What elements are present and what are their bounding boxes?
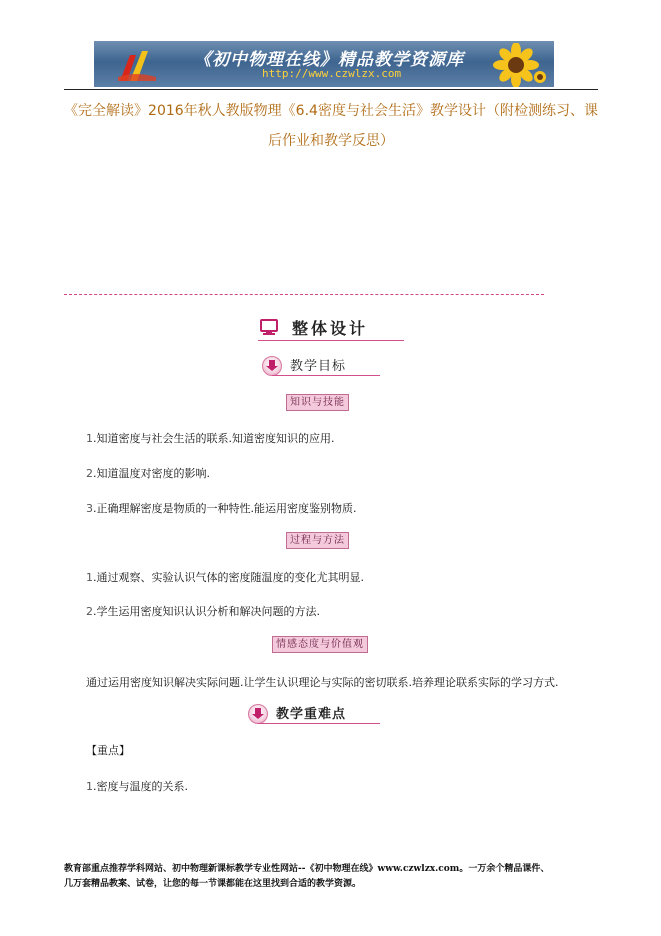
site-logo-icon (116, 47, 158, 83)
footer-line: 几万套精品教案、试卷，让您的每一节课都能在这里找到合适的教学资源。 (64, 879, 362, 889)
item-number: 1 (86, 571, 93, 584)
dashed-divider (64, 294, 544, 295)
section-underline (258, 723, 380, 724)
item-number: 2 (86, 605, 93, 618)
emotion-paragraph: 通过运用密度知识解决实际问题.让学生认识理论与实际的密切联系.培养理论联系实际的学习方式. (86, 676, 559, 689)
header-banner (94, 41, 554, 87)
section-title: 整体设计 (292, 319, 369, 338)
tag-emotion-values: 情感态度与价值观 (272, 636, 368, 653)
list-item (86, 603, 320, 619)
tag-knowledge-skills: 知识与技能 (286, 394, 349, 411)
down-arrow-icon (262, 356, 282, 376)
item-number: 1 (86, 780, 93, 793)
item-text: .密度与温度的关系. (93, 780, 188, 793)
section-key-points (248, 702, 380, 726)
sunflower-icon (476, 43, 546, 87)
footer-line: 教育部重点推荐学科网站、初中物理新课标教学专业性网站--《初中物理在线》www.czwlzx.com。一万余个精品课件、 (64, 864, 550, 874)
item-text: .通过观察、实验认识气体的密度随温度的变化尤其明显. (93, 571, 364, 584)
item-number: 1 (86, 432, 93, 445)
section-title: 教学目标 (290, 359, 347, 374)
monitor-icon (260, 319, 278, 335)
section-overall-design (258, 316, 404, 342)
list-item (86, 500, 357, 516)
header-rule (64, 89, 598, 90)
item-text: .学生运用密度知识认识分析和解决问题的方法. (93, 605, 320, 618)
item-text: .知道密度与社会生活的联系.知道密度知识的应用. (93, 432, 335, 445)
list-item (86, 430, 335, 446)
banner-url[interactable]: http://www.czwlzx.com (262, 67, 402, 80)
list-item (86, 778, 188, 794)
down-arrow-icon (248, 704, 268, 724)
document-title: 《完全解读》2016年秋人教版物理《6.4密度与社会生活》教学设计（附检测练习、课后作业和教学反思） (64, 103, 598, 149)
section-title: 教学重难点 (276, 707, 347, 722)
key-points-label: 【重点】 (86, 744, 130, 757)
list-item (86, 569, 364, 585)
section-underline (258, 340, 404, 341)
section-underline (272, 375, 380, 376)
banner-title: 《初中物理在线》精品教学资源库 (194, 50, 464, 70)
section-teaching-goals (262, 354, 380, 378)
item-number: 2 (86, 467, 93, 480)
item-text: .知道温度对密度的影响. (93, 467, 210, 480)
item-number: 3 (86, 502, 93, 515)
item-text: .正确理解密度是物质的一种特性.能运用密度鉴别物质. (93, 502, 357, 515)
list-item (86, 465, 210, 481)
tag-process-method: 过程与方法 (286, 532, 349, 549)
page-footer (64, 862, 604, 892)
